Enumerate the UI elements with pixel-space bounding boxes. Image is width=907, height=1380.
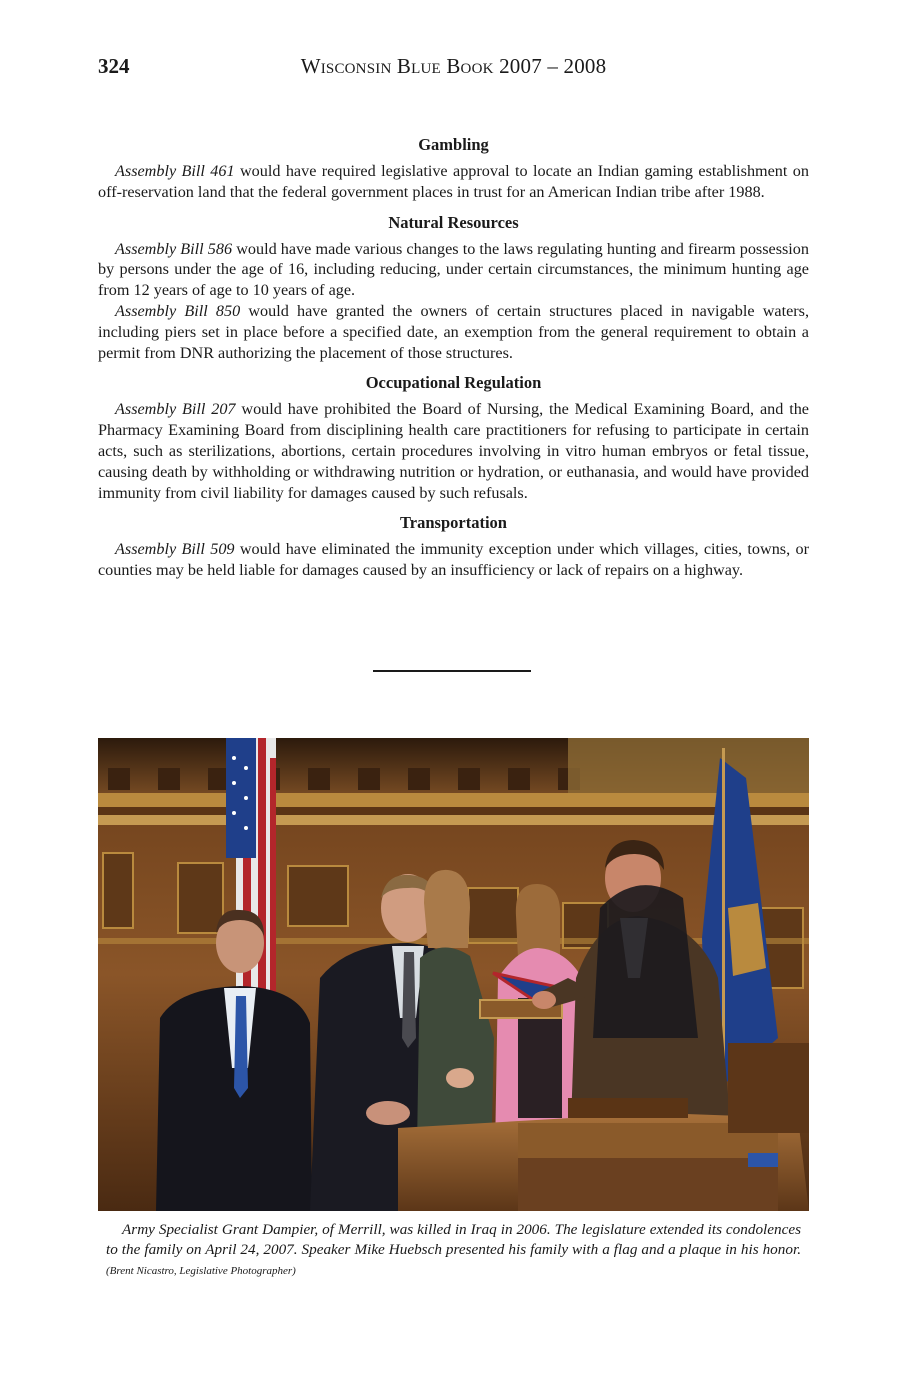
section-heading-occupational-regulation: Occupational Regulation — [365, 373, 542, 393]
article-body — [98, 135, 809, 581]
section-divider — [373, 670, 531, 672]
page-number: 324 — [98, 54, 130, 78]
bill-text: would have granted the owners of certain structures placed in navigable waters, including piers set in place before a specified date, an exemption from the general requirement to obtain a permit from DNR authorizing the placement of those structures. — [98, 301, 809, 362]
section-heading-gambling: Gambling — [418, 135, 489, 154]
section-heading-natural-resources: Natural Resources — [388, 212, 519, 232]
bill-title: Assembly Bill 509 — [115, 540, 235, 559]
bill-paragraph — [98, 399, 809, 503]
bill-text: would have required legislative approval to locate an Indian gaming establishment on off-reservation land that the federal government places in trust for an American Indian tribe after 1988. — [98, 162, 809, 201]
bill-title: Assembly Bill 586 — [115, 239, 233, 258]
photo-caption — [106, 1220, 801, 1281]
section-heading-transportation: Transportation — [400, 513, 507, 533]
ceremony-photo — [98, 738, 809, 1211]
bill-paragraph — [98, 161, 809, 203]
running-head: Wisconsin Blue Book 2007 – 2008 — [300, 54, 607, 78]
bill-text: would have prohibited the Board of Nursing, the Medical Examining Board, and the Pharmacy Examining Board from disciplining health care practitioners for refusing to participate in certain acts, such as sterilizations, abortions, certain procedures involving in vitro human embryos or fetal tissue, causing death by withholding or withdrawing nutrition or hydration, or euthanasia, and would have provided immunity from civil liability for damages caused by such refusals. — [98, 400, 809, 502]
bill-title: Assembly Bill 461 — [115, 162, 235, 180]
bill-title: Assembly Bill 850 — [115, 301, 241, 320]
bill-paragraph — [98, 301, 809, 363]
bill-title: Assembly Bill 207 — [115, 400, 236, 419]
caption-text: Army Specialist Grant Dampier, of Merrill, was killed in Iraq in 2006. The legislature extended its condolences to the family on April 24, 2007. Speaker Mike Huebsch presented his family with a flag and a plaque in his honor. — [106, 1221, 801, 1258]
photo-credit: (Brent Nicastro, Legislative Photographer) — [106, 1264, 296, 1277]
bill-paragraph — [98, 539, 809, 581]
bill-paragraph — [98, 239, 809, 301]
bill-text: would have made various changes to the laws regulating hunting and firearm possession by persons under the age of 16, including reducing, under certain circumstances, the minimum hunting age from 12 years of age to 10 years of age. — [98, 239, 809, 300]
bill-text: would have eliminated the immunity exception under which villages, cities, towns, or counties may be held liable for damages caused by an insufficiency or lack of repairs on a highway. — [98, 540, 809, 580]
